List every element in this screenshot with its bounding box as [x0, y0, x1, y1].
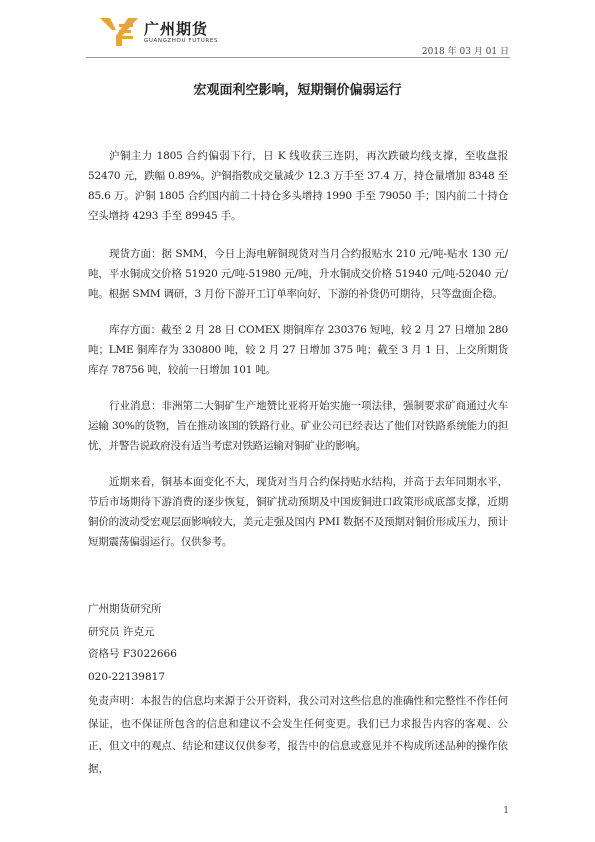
report-date: 2018 年 03 月 01 日: [421, 47, 509, 57]
company-logo: [100, 14, 240, 54]
phone-number: 020-22139817: [88, 670, 166, 683]
paragraph-outlook: 近期来看，铜基本面变化不大，现货对当月合约保持贴水结构，并高于去年同期水平，节后市场期待下游消费的逐步恢复，铜矿扰动预期及中国废铜进口政策形成底部支撑，近期铜价的波动受宏观层面影响较大，美元走强及国内 PMI 数据不及预期对铜价形成压力，预计短期震荡偏弱运行。仅供参考。: [88, 476, 508, 548]
institute-name: 广州期货研究所: [88, 603, 162, 615]
paragraph-market: 沪铜主力 1805 合约偏弱下行，日 K 线收获三连阴，再次跌破均线支撑，至收盘报 52470 元，跌幅 0.89%。沪铜指数成交量减少 12.3 万手至 37.4 万，持仓量增加 8348 至 85.6 万。沪铜 1805 合约国内前二十持仓多头增持 1990 手至 79050 手；国内前二十持仓空头增持 4293 手至 89945 手。: [88, 150, 508, 222]
paragraph-industry-news: 行业消息：非洲第二大铜矿生产地赞比亚将开始实施一项法律，强制要求矿商通过火车运输 30%的货物，旨在推动该国的铁路行业。矿业公司已经表达了他们对铁路系统能力的担忧，并警告说政府没有适当考虑对铁路运输对铜矿业的影响。: [88, 400, 508, 452]
report-title: 宏观面利空影响，短期铜价偏弱运行: [193, 83, 402, 98]
disclaimer-text: 免责声明：本报告的信息均来源于公开资料，我公司对这些信息的准确性和完整性不作任何保证，也不保证所包含的信息和建议不会发生任何变更。我们已力求报告内容的客观、公正，但文中的观点、结论和建议仅供参考，报告中的信息或意见并不构成所述品种的操作依据，: [88, 695, 508, 775]
header-divider: [86, 57, 510, 58]
researcher-name: 研究员 许克元: [88, 625, 155, 638]
company-name-cn: 广州期货: [144, 20, 209, 38]
paragraph-spot: 现货方面：据 SMM，今日上海电解铜现货对当月合约报贴水 210 元/吨-贴水 130 元/吨，平水铜成交价格 51920 元/吨-51980 元/吨，升水铜成交价格 51940 元/吨-52040 元/吨。根据 SMM 调研，3 月份下游开工订单率向好，下游的补货仍可期待，只等盘面企稳。: [88, 248, 508, 300]
page-number: 1: [503, 806, 509, 816]
company-logo-icon: [100, 16, 138, 48]
report-body: [88, 146, 508, 568]
signature-block: [88, 598, 508, 780]
license-number: 资格号 F3022666: [88, 648, 177, 660]
company-name-en: GUANGZHOU FUTURES: [144, 38, 218, 44]
paragraph-inventory: 库存方面：截至 2 月 28 日 COMEX 期铜库存 230376 短吨，较 2 月 27 日增加 280 吨；LME 铜库存为 330800 吨，较 2 月 27 日增加 375 吨；截至 3 月 1 日，上交所期货库存 78756 吨，较前一日增加 101 吨。: [88, 324, 508, 376]
page-header: [0, 0, 595, 60]
